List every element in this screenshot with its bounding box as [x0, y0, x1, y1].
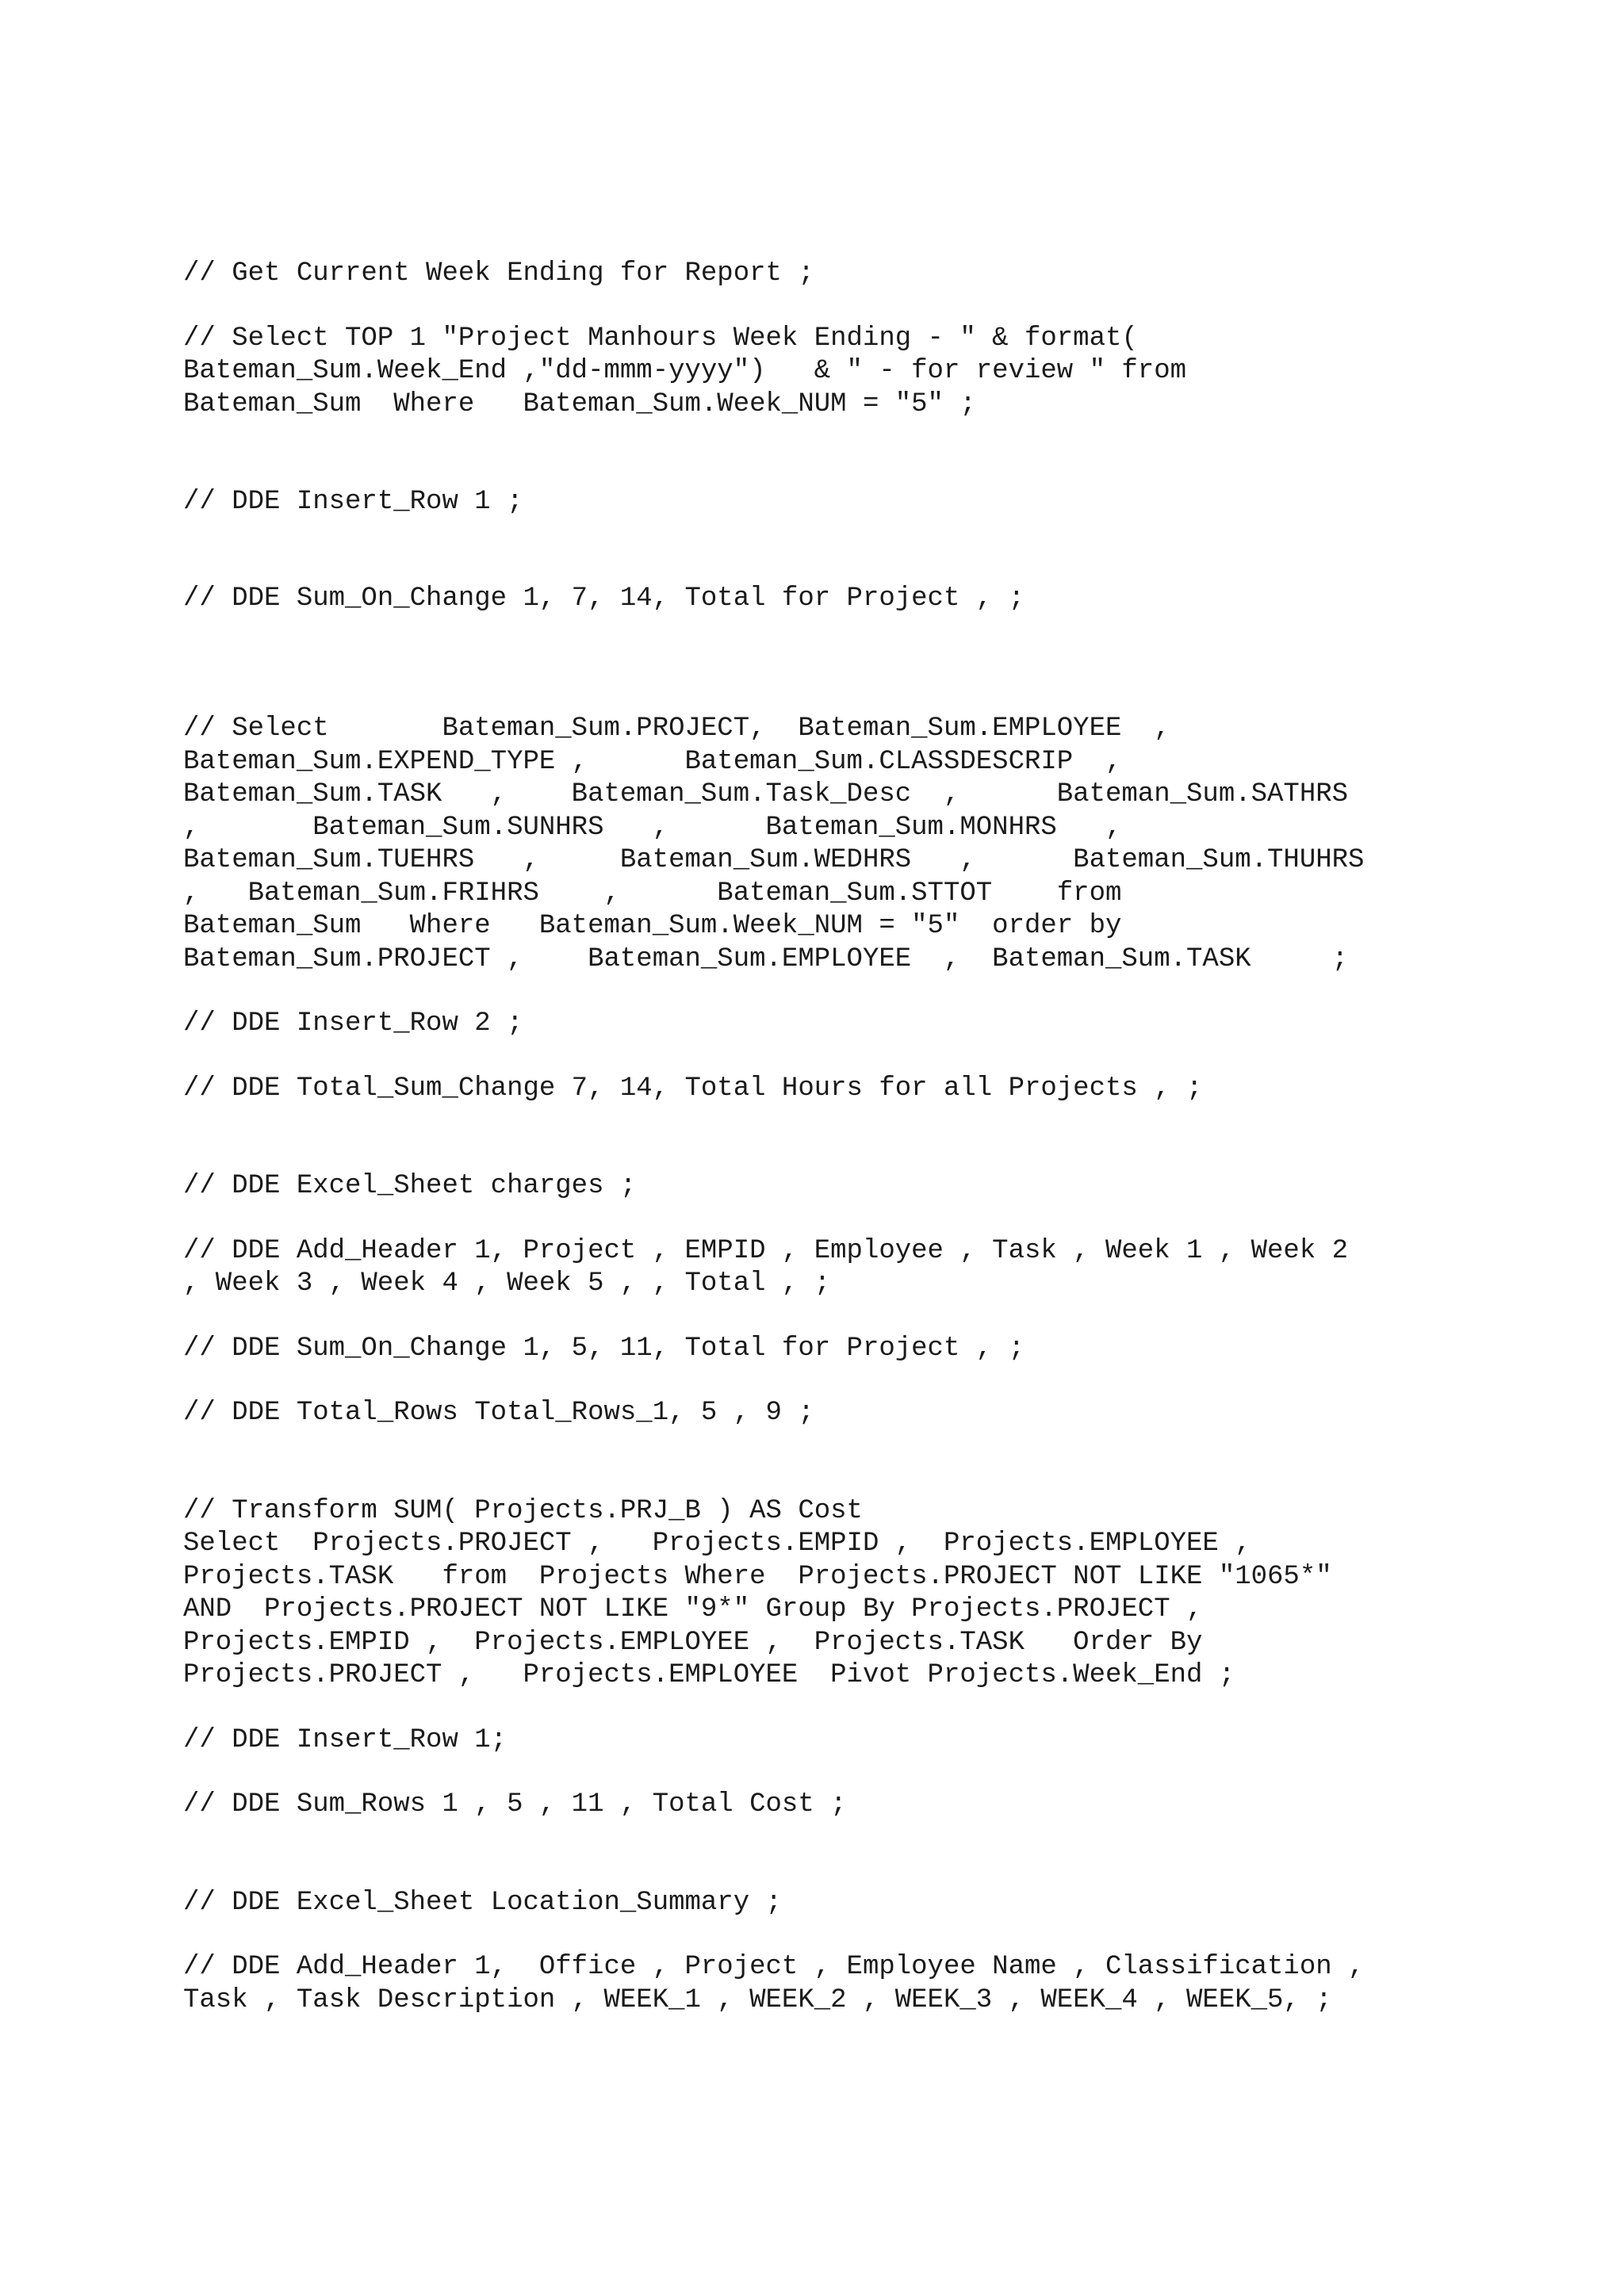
query-select-top: // Select TOP 1 "Project Manhours Week Ending - " & format( Bateman_Sum.Week_End ,"dd-mmm-yyyy") & " - for review " from Bateman_Sum Where Bateman_Sum.Week_NUM = "5" ; [183, 323, 1187, 419]
dde-sum-on-change-2: // DDE Sum_On_Change 1, 5, 11, Total for Project , ; [183, 1333, 1025, 1364]
dde-excel-sheet-location: // DDE Excel_Sheet Location_Summary ; [183, 1887, 782, 1918]
comment-week-ending: // Get Current Week Ending for Report ; [183, 258, 814, 289]
dde-add-header-charges: // DDE Add_Header 1, Project , EMPID , Employee , Task , Week 1 , Week 2 , Week 3 , Week 4 , Week 5 , , Total , ; [183, 1235, 1349, 1299]
dde-add-header-location: // DDE Add_Header 1, Office , Project , Employee Name , Classification , Task , Task Description , WEEK_1 , WEEK_2 , WEEK_3 , WEEK_4 , WEEK_5, ; [183, 1952, 1365, 2015]
dde-sum-rows: // DDE Sum_Rows 1 , 5 , 11 , Total Cost ; [183, 1789, 847, 1820]
dde-sum-on-change-1: // DDE Sum_On_Change 1, 7, 14, Total for Project , ; [183, 583, 1025, 614]
query-transform-projects: // Transform SUM( Projects.PRJ_B ) AS Cost Select Projects.PROJECT , Projects.EMPID , Projects.EMPLOYEE , Projects.TASK from Projects Where Projects.PROJECT NOT LIKE "1065*" AND Projects.PROJECT NOT LIKE "9*" Group By Projects.PROJECT , Projects.EMPID , Projects.EMPLOYEE , Projects.TASK Order By Projects.PROJECT , Projects.EMPLOYEE Pivot Projects.Week_End ; [183, 1495, 1332, 1690]
dde-excel-sheet-charges: // DDE Excel_Sheet charges ; [183, 1171, 637, 1201]
dde-insert-row-3: // DDE Insert_Row 1; [183, 1724, 508, 1755]
dde-insert-row-1: // DDE Insert_Row 1 ; [183, 487, 523, 517]
query-select-bateman: // Select Bateman_Sum.PROJECT, Bateman_Sum.EMPLOYEE , Bateman_Sum.EXPEND_TYPE , Bateman_Sum.CLASSDESCRIP , Bateman_Sum.TASK , Bateman_Sum.Task_Desc , Bateman_Sum.SATHRS , Bateman_Sum.SUNHRS , Bateman_Sum.MONHRS , Bateman_Sum.TUEHRS , Bateman_Sum.WEDHRS , Bateman_Sum.THUHRS , Bateman_Sum.FRIHRS , Bateman_Sum.STTOT from Bateman_Sum Where Bateman_Sum.Week_NUM = "5" order by Bateman_Sum.PROJECT , Bateman_Sum.EMPLOYEE , Bateman_Sum.TASK ; [183, 714, 1365, 974]
dde-total-sum-change: // DDE Total_Sum_Change 7, 14, Total Hours for all Projects , ; [183, 1073, 1203, 1104]
dde-insert-row-2: // DDE Insert_Row 2 ; [183, 1008, 523, 1039]
document-body [183, 258, 1468, 2017]
dde-total-rows: // DDE Total_Rows Total_Rows_1, 5 , 9 ; [183, 1398, 814, 1428]
